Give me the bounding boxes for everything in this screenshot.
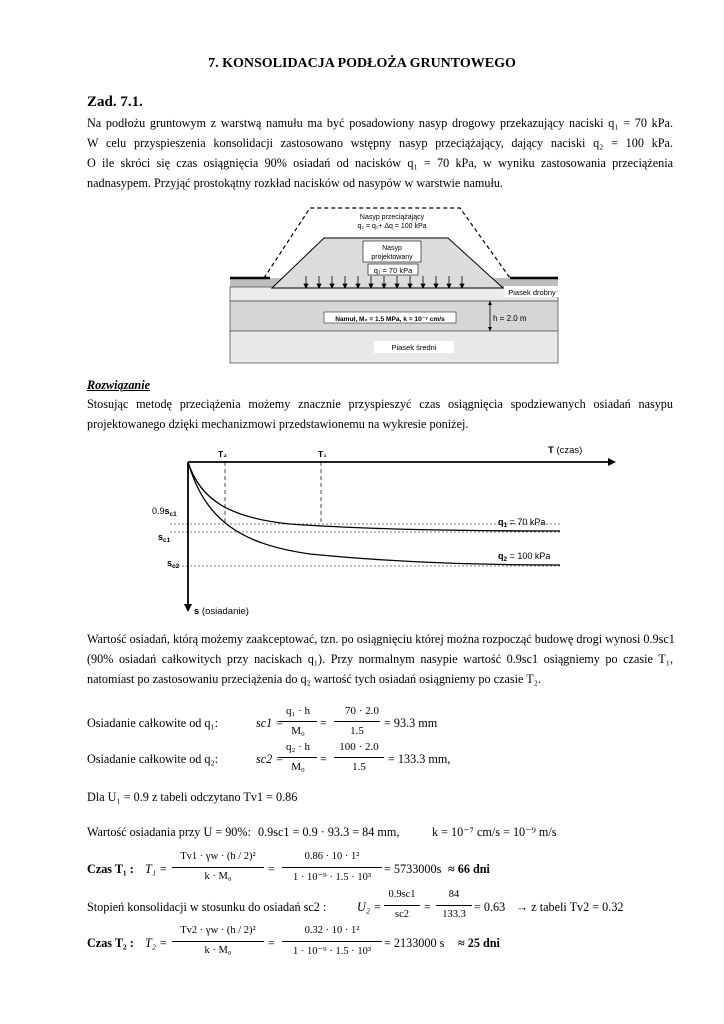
t1-num2: 0.86 · 10 · 1²: [304, 851, 360, 862]
s90-expr: 0.9sc1 = 0.9 · 93.3 = 84 mm,: [258, 825, 400, 839]
t1-marker: T₁: [318, 449, 327, 459]
overload-label-1: Nasyp przeciążający: [359, 214, 425, 221]
t1-lhs: T₁ =: [145, 862, 168, 876]
y-marker-sc2: $s_{c2}$: [167, 558, 180, 570]
f1-num1: q₁ · h: [286, 705, 310, 717]
t1-den2: 1 · 10⁻⁹ · 1.5 · 10³: [293, 872, 371, 883]
t1-days: ≈ 66 dni: [448, 862, 490, 876]
soil-profile-figure: [228, 200, 563, 365]
f1-den2: 1.5: [350, 725, 364, 737]
f1-lhs: sc1 =: [256, 716, 284, 730]
t2-days: ≈ 25 dni: [458, 936, 500, 950]
settlement-axis-arrow: [184, 604, 192, 612]
solution-para2-line2: (90% osiadań całkowitych przy naciskach q₁). Przy normalnym nasypie wartość 0.9sc1 osiągniemy po czasie T₁,: [87, 652, 673, 666]
t2-num2: 0.32 · 10 · 1²: [304, 925, 360, 936]
u2-result: = 0.63: [474, 900, 506, 914]
task-title: Zad. 7.1.: [87, 94, 143, 110]
t1-label: Czas T₁ :: [87, 862, 134, 876]
u2-label: Stopień konsolidacji w stosunku do osiadań sc2 :: [87, 900, 327, 914]
q1-load-label: q₁ = 70 kPa: [373, 266, 413, 275]
series-q1-curve: [188, 462, 560, 531]
series-q1-label: $q_1 = 70$ kPa: [498, 517, 546, 529]
t2-num1: Tv2 · γw · (h / 2)²: [180, 925, 256, 936]
t1-den1: k · M₀: [204, 871, 232, 882]
f1-label: Osiadanie całkowite od q₁:: [87, 716, 219, 730]
medium-sand-label: Piasek średni: [391, 343, 437, 352]
task-line-4: nadnasypem. Przyjąć prostokątny rozkład nacisków od nasypów w warstwie namułu.: [87, 176, 503, 190]
f2-lhs: sc2 =: [256, 752, 284, 766]
y-marker-sc1: $s_{c1}$: [158, 532, 171, 544]
task-line-2: W celu przyspieszenia konsolidacji zastosowano wstępny nasyp przeciążający, dający naciski q₂ = 100 kPa.: [87, 136, 673, 150]
u2-num1: 0.9sc1: [388, 889, 416, 900]
mud-label: Namuł, M₀ = 1.5 MPa, k = 10⁻⁷ cm/s: [335, 316, 445, 323]
f2-den1: M₀: [291, 761, 305, 773]
u2-lhs: U₂ =: [357, 900, 382, 914]
t1-result: = 5733000s: [384, 862, 442, 876]
solution-para2-line1: Wartość osiadań, którą możemy zaakceptować, tzn. po osiągnięciu której można rozpocząć budowę drogi wynosi 0.9sc1: [87, 632, 675, 646]
f2-den2: 1.5: [352, 761, 366, 773]
embankment-label-2: projektowany: [371, 254, 413, 261]
x-axis-label: T (czas): [548, 445, 583, 456]
t1-num1: Tv1 · γw · (h / 2)²: [180, 851, 256, 862]
t2-lhs: T₂ =: [145, 936, 168, 950]
series-q2-label: $q_2 = 100$ kPa: [498, 551, 551, 563]
time-axis-arrow: [608, 458, 616, 466]
task-line-3: O ile skróci się czas osiągnięcia 90% osiadań od nacisków q₁ = 70 kPa, w wyniku zastosowania przeciążenia: [87, 156, 673, 170]
f2-num2: 100 · 2.0: [339, 741, 379, 753]
u1-line: Dla U₁ = 0.9 z tabeli odczytano Tv1 = 0.86: [87, 790, 298, 804]
series-q2-curve: [188, 462, 560, 565]
u2-den1: sc2: [395, 909, 409, 920]
fine-sand-label: Piasek drobny: [508, 288, 556, 297]
f2-num1: q₂ · h: [286, 741, 310, 753]
t2-label: Czas T₂ :: [87, 936, 134, 950]
solution-para2-line3: natomiast po zastosowaniu przeciążenia do q₂ wartość tych osiadań osiągniemy po czasie T₂.: [87, 672, 541, 686]
solution-heading: Rozwiązanie: [87, 378, 150, 392]
solution-para1-line1: Stosując metodę przeciążenia możemy znacznie przyspieszyć czas osiągnięcia spodziewanych osiadań nasypu: [87, 397, 673, 411]
task-line-1: Na podłożu gruntowym z warstwą namułu ma być posadowiony nasyp drogowy przekazujący naciski q₁ = 70 kPa.: [87, 116, 673, 130]
u2-num2: 84: [448, 889, 460, 900]
embankment-label-1: Nasyp: [382, 245, 402, 252]
k-expr: k = 10⁻⁷ cm/s = 10⁻⁹ m/s: [432, 825, 557, 839]
settlement-chart: [140, 440, 620, 620]
t2-result: = 2133000 s: [384, 936, 445, 950]
f2-label: Osiadanie całkowite od q₂:: [87, 752, 219, 766]
s90-label: Wartość osiadania przy U = 90%:: [87, 825, 251, 839]
y-marker-09sc1: $0.9s_{c1}$: [152, 506, 177, 518]
t2-marker: T₂: [218, 449, 227, 459]
f2-result: = 133.3 mm,: [388, 752, 451, 766]
h-label: h = 2.0 m: [493, 314, 527, 323]
f1-den1: M₀: [291, 725, 305, 737]
solution-para1-line2: projektowanego dzięki mechanizmowi przedstawionemu na wykresie poniżej.: [87, 417, 469, 431]
u2-table: → z tabeli Tv2 = 0.32: [516, 900, 624, 914]
y-axis-label: s (osiadanie): [194, 606, 249, 617]
t2-den2: 1 · 10⁻⁹ · 1.5 · 10³: [293, 946, 371, 957]
t2-den1: k · M₀: [204, 945, 232, 956]
f1-num2: 70 · 2.0: [345, 705, 379, 717]
u2-den2: 133.3: [442, 909, 466, 920]
f1-result: = 93.3 mm: [384, 716, 438, 730]
overload-label-2: q₂ = q₁+ Δq = 100 kPa: [357, 223, 427, 230]
chapter-title: 7. KONSOLIDACJA PODŁOŻA GRUNTOWEGO: [208, 56, 516, 71]
